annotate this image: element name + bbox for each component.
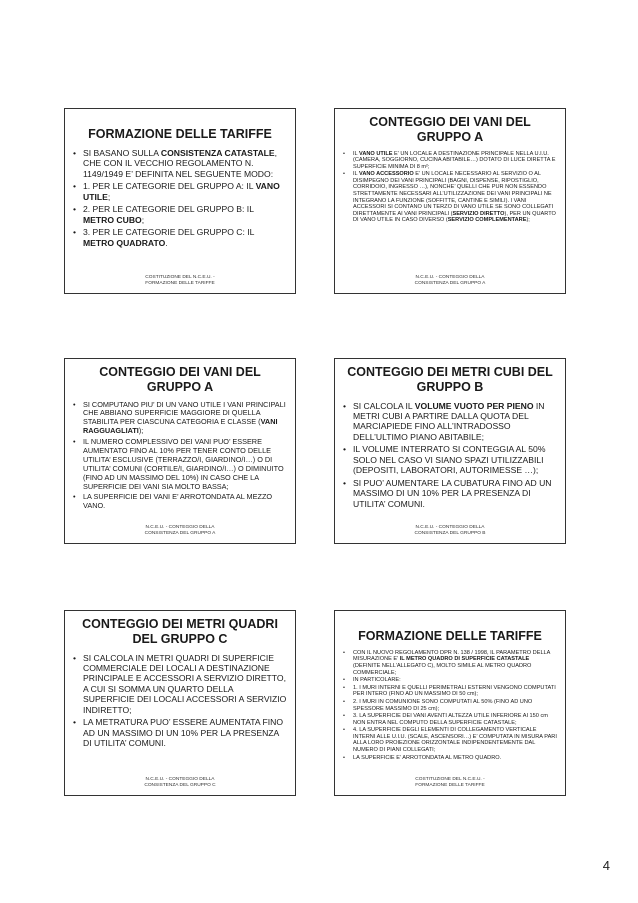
footer-line: CONSISTENZA DEL GRUPPO C [144,782,216,788]
slide-conteggio-vani-a-2 [64,358,296,544]
slide-formazione-tariffe-1 [64,108,296,294]
bullet-item: • 3. PER LE CATEGORIE DEL GRUPPO C: IL METRO QUADRATO. [73,227,287,248]
slide-conteggio-metri-quadri-c [64,610,296,796]
page-number: 4 [602,858,610,873]
bullet-item: • 1. PER LE CATEGORIE DEL GRUPPO A: IL VANO UTILE; [73,181,287,202]
bullet-item: • LA SUPERFICIE DEI VANI E’ ARROTONDATA AL MEZZO VANO. [73,493,287,511]
footer-line: CONSISTENZA DEL GRUPPO A [144,530,216,536]
footer-line: COSTITUZIONE DEL N.C.E.U. - [415,776,485,782]
slide-conteggio-vani-a-1 [334,108,566,294]
bullet-list [73,401,287,512]
bullet-item: • IN PARTICOLARE: [343,677,557,684]
bullet-item: • IL VOLUME INTERRATO SI CONTEGGIA AL 50% SOLO NEL CASO VI SIANO SPAZI UTILIZZABILI (DEPOSITI, LABORATORI, AUTORIMESSE …); [343,444,557,475]
footer-line: FORMAZIONE DELLE TARIFFE [415,782,485,788]
bullet-list [343,401,557,510]
bullet-item: • SI BASANO SULLA CONSISTENZA CATASTALE, CHE CON IL VECCHIO REGOLAMENTO N. 1149/1949 E’ DEFINITA NEL SEGUENTE MODO: [73,148,287,179]
slide-title: CONTEGGIO DEI VANI DEL GRUPPO A [369,115,531,144]
slide-footer [335,525,565,537]
footer-line: N.C.E.U. - CONTEGGIO DELLA [145,776,215,782]
bullet-list [343,650,557,762]
bullet-item: • SI COMPUTANO PIU’ DI UN VANO UTILE I VANI PRINCIPALI CHE ABBIANO SUPERFICIE MAGGIORE DI QUELLA STABILITA PER CIASCUNA CATEGORIA E CLASSE (VANI RAGGUAGLIATI); [73,401,287,437]
slide-title: CONTEGGIO DEI METRI CUBI DEL GRUPPO B [347,365,553,394]
bullet-item: • 1. I MURI INTERNI E QUELLI PERIMETRALI ESTERNI VENGONO COMPUTATI PER INTERO (FINO AD UN MASSIMO DI 50 cm); [343,685,557,698]
footer-line: N.C.E.U. - CONTEGGIO DELLA [145,524,215,530]
bullet-item: • LA METRATURA PUO’ ESSERE AUMENTATA FINO AD UN MASSIMO DI UN 10% PER LA PRESENZA DI UTILITA’ COMUNI. [73,717,287,748]
footer-line: COSTITUZIONE DEL N.C.E.U. - [145,274,215,280]
slide-title: CONTEGGIO DEI METRI QUADRI DEL GRUPPO C [82,617,278,646]
bullet-list [343,151,557,225]
bullet-item: • 4. LA SUPERFICIE DEGLI ELEMENTI DI COLLEGAMENTO VERTICALE INTERNI ALLE U.I.U. (SCALE, ASCENSORI…) E’ COMPUTATA IN MISURA PARI ALLA LORO PROIEZIONE ORIZZONTALE INDIPENDENTEMENTE DAL NUMERO DI PIANI COLLEGATI; [343,727,557,753]
slide-title: CONTEGGIO DEI VANI DEL GRUPPO A [99,365,261,394]
slide-footer [335,777,565,789]
footer-line: CONSISTENZA DEL GRUPPO A [414,280,486,286]
slide-title: FORMAZIONE DELLE TARIFFE [358,629,542,643]
bullet-item: • CON IL NUOVO REGOLAMENTO DPR N. 138 / 1998, IL PARAMETRO DELLA MISURAZIONE E’ IL METRO QUADRO DI SUPERFICIE CATASTALE (DEFINITE NELL’ALLEGATO C), MOLTO SIMILE AL METRO QUADRO COMMERCIALE; [343,650,557,676]
bullet-item: • LA SUPERFICIE E’ ARROTONDATA AL METRO QUADRO. [343,755,557,762]
bullet-list [73,653,287,749]
bullet-item: • IL VANO UTILE E’ UN LOCALE A DESTINAZIONE PRINCIPALE NELLA U.I.U. (CAMERA, SOGGIORNO, CUCINA ABITABILE…) DOTATO DI LUCE DIRETTA E SUPERFICIE MINIMA DI 8 m²; [343,151,557,171]
bullet-item: • 2. I MURI IN COMUNIONE SONO COMPUTATI AL 50% (FINO AD UNO SPESSORE MASSIMO DI 25 cm); [343,699,557,712]
bullet-item: • SI CALCOLA IL VOLUME VUOTO PER PIENO IN METRI CUBI A PARTIRE DALLA QUOTA DEL MARCIAPIEDE FINO ALL’INTRADOSSO DELL’ULTIMO PIANO ABITABILE; [343,401,557,443]
slide-conteggio-metri-cubi-b [334,358,566,544]
bullet-item: • 2. PER LE CATEGORIE DEL GRUPPO B: IL METRO CUBO; [73,204,287,225]
slide-footer [65,275,295,287]
bullet-list [73,148,287,248]
bullet-item: • SI CALCOLA IN METRI QUADRI DI SUPERFICIE COMMERCIALE DEI LOCALI A DESTINAZIONE PRINCIPALE E ACCESSORI A SERVIZIO DIRETTO, A CUI SI SOMMA UN QUARTO DELLA SUPERFICIE DEI LOCALI ACCESSORI A SERVIZIO INDIRETTO; [73,653,287,716]
slide-footer [335,275,565,287]
bullet-item: • 3. LA SUPERFICIE DEI VANI AVENTI ALTEZZA UTILE INFERIORE AI 150 cm NON ENTRA NEL COMPUTO DELLA SUPERFICIE CATASTALE; [343,713,557,726]
footer-line: FORMAZIONE DELLE TARIFFE [145,280,215,286]
footer-line: N.C.E.U. - CONTEGGIO DELLA [415,274,485,280]
slide-footer [65,777,295,789]
slide-formazione-tariffe-2 [334,610,566,796]
footer-line: CONSISTENZA DEL GRUPPO B [414,530,486,536]
bullet-item: • SI PUO’ AUMENTARE LA CUBATURA FINO AD UN MASSIMO DI UN 10% PER LA PRESENZA DI UTILITA’ COMUNI. [343,478,557,509]
bullet-item: • IL VANO ACCESSORIO E’ UN LOCALE NECESSARIO AL SERVIZIO O AL DISIMPEGNO DEI VANI PRINCIPALI (BAGNI, DISPENSE, RIPOSTIGLIO, CORRIDOIO, INGRESSO …), NONCHE’ QUELLI CHE PUR NON ESSENDO STRETTAMENTE NECESSARI ALL’UTILIZZAZIONE DEI VANI PRINCIPALI NE INTEGRANO LA FUNZIONE (SOFFITTE, CANTINE E SIMILI). I VANI ACCESSORI SI CONTANO UN TERZO DI VANO UTILE SE SONO COLLEGATI DIRETTAMENTE AI VANI PRINCIPALI (SERVIZIO DIRETTO), PER UN QUARTO DI VANO UTILE IN CASO DIVERSO (SERVIZIO COMPLEMENTARE); [343,171,557,224]
slide-title: FORMAZIONE DELLE TARIFFE [88,127,272,141]
bullet-item: • IL NUMERO COMPLESSIVO DEI VANI PUO’ ESSERE AUMENTATO FINO AL 10% PER TENER CONTO DELLE UTILITA’ ESCLUSIVE (TERRAZZO/I, GIARDINO/I…) O DI UTILITA’ COMUNI (CORTILE/I, GIARDINO/I…) O DIMINUITO (FINO AD UN MASSIMO DEL 10%) IN CASO CHE LA SUPERFICIE DEI VANI SIA MOLTO BASSA; [73,438,287,491]
slide-footer [65,525,295,537]
footer-line: N.C.E.U. - CONTEGGIO DELLA [415,524,485,530]
